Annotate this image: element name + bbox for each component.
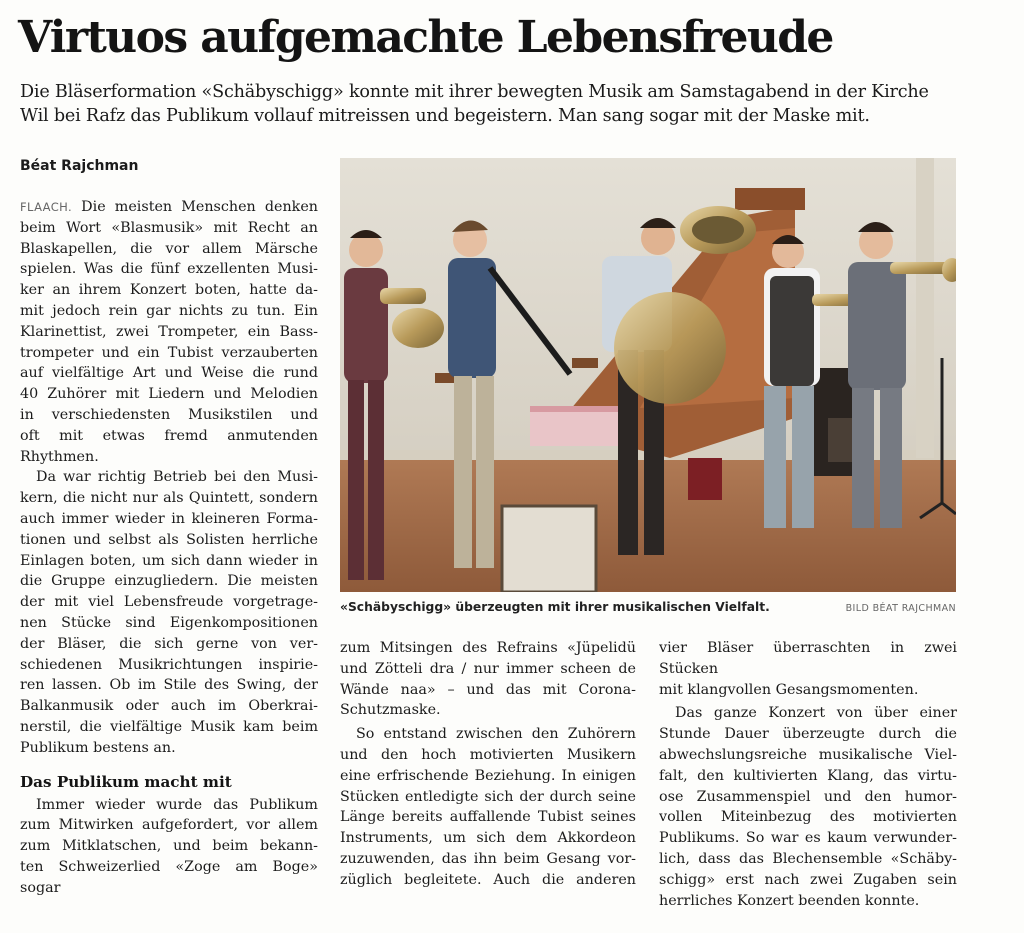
text-line: Das ganze Konzert von über einer — [675, 705, 957, 722]
text-line: Klarinettist, zwei Trompeter, ein Bass- — [20, 323, 318, 340]
text-line: tionen und selbst als Solisten herrliche — [20, 531, 318, 548]
text-line: Länge bereits auffallende Tubist seines — [340, 809, 636, 826]
text-line: nerstil, die vielfältige Musik kam beim — [20, 718, 318, 735]
text-line: nen Stücke sind Eigenkompositionen — [20, 614, 318, 631]
photo-caption: «Schäbyschigg» überzeugten mit ihrer musikalischen Vielfalt. — [340, 600, 770, 614]
text-line: Schutzmaske. — [340, 702, 441, 719]
text-line: herrliches Konzert beenden konnte. — [659, 892, 920, 909]
text-column-2 — [340, 638, 636, 891]
text-line: ose Zusammenspiel und den humor- — [659, 788, 957, 805]
text-line: falt, den kultivierten Klang, das virtu- — [659, 767, 957, 784]
headline: Virtuos aufgemachte Lebensfreude — [18, 12, 833, 63]
text-line: So entstand zwischen den Zuhörern — [356, 726, 636, 743]
text-line: zum Mitklatschen, und beim bekann- — [20, 838, 318, 855]
text-line: zum Mitwirken aufgefordert, vor allem — [20, 817, 318, 834]
lead-paragraph — [20, 80, 960, 128]
text-line: Rhythmen. — [20, 448, 99, 465]
text-line: mit klangvollen Gesangsmomenten. — [659, 681, 919, 698]
text-line: der Bläser, die sich gerne von ver- — [20, 635, 318, 652]
paragraph-1 — [20, 197, 318, 467]
text-column-1 — [20, 197, 318, 899]
band-photo-illustration — [340, 158, 956, 592]
text-line: Blaskapellen, die vor allem Märsche — [20, 240, 318, 257]
text-line: Publikums. So war es kaum verwunder- — [659, 830, 957, 847]
text-line: ten Schweizerlied «Zoge am Boge» sogar — [20, 858, 318, 896]
text-line: mit jedoch rein gar nichts zu tun. Ein — [20, 302, 318, 319]
text-line: zum Mitsingen des Refrains «Jüpelidü — [340, 640, 636, 656]
text-column-3 — [659, 638, 957, 911]
paragraph-6 — [659, 638, 957, 700]
text-line: oft mit etwas fremd anmutenden — [20, 427, 318, 444]
lead-line: Die Bläserformation «Schäbyschigg» konnte mit ihrer bewegten Musik am Samstagabend in der Kirche — [20, 82, 929, 102]
text-line: vier Bläser überraschten in zwei Stücken — [659, 640, 957, 677]
text-line: Einlagen boten, um sich dann wieder in — [20, 552, 318, 569]
text-line: eine erfrischende Beziehung. In einigen — [340, 767, 636, 784]
subheading: Das Publikum macht mit — [20, 772, 232, 791]
paragraph-4 — [340, 638, 636, 721]
text-line: trompeter und ein Tubist verzauberten — [20, 344, 318, 361]
text-line: schigg» erst nach zwei Zugaben sein — [659, 871, 957, 888]
paragraph-5 — [340, 724, 636, 890]
text-line: ker an ihrem Konzert boten, hatte da- — [20, 282, 318, 299]
text-line: auch immer wieder in kleineren Forma- — [20, 510, 318, 527]
text-line: der mit viel Lebensfreude vorgetrage- — [20, 594, 318, 611]
photo-credit: BILD BÉAT RAJCHMAN — [845, 603, 956, 614]
text-line: ren lassen. Ob im Stile des Swing, der — [20, 677, 318, 694]
concert-photo — [340, 158, 956, 592]
text-line: Wände naa» – und das mit Corona- — [340, 681, 636, 698]
text-line: schiedenen Musikrichtungen inspirie- — [20, 656, 318, 673]
author-byline: Béat Rajchman — [20, 158, 139, 174]
text-line: Immer wieder wurde das Publikum — [36, 796, 318, 813]
text-line: lich, dass das Blechensemble «Schäby- — [659, 850, 957, 867]
lead-line: Wil bei Rafz das Publikum vollauf mitreissen und begeistern. Man sang sogar mit der Maske mit. — [20, 106, 870, 126]
text-line: auf vielfältige Art und Weise die rund — [20, 365, 318, 382]
text-line: zuzuwenden, das ihn beim Gesang vor- — [340, 850, 636, 867]
text-line: abwechslungsreiche musikalische Viel- — [659, 746, 957, 763]
text-line: züglich begleitete. Auch die anderen — [340, 871, 636, 888]
text-line: 40 Zuhörer mit Liedern und Melodien — [20, 386, 318, 403]
text-fragment: Die meisten Menschen denken — [72, 199, 318, 215]
text-line: Stücken entledigte sich der durch seine — [340, 788, 636, 805]
text-line: Instruments, um sich dem Akkordeon — [340, 830, 636, 847]
text-line: vollen Miteinbezug des motivierten — [659, 809, 957, 826]
text-line: und Zötteli dra / nur immer scheen de — [340, 660, 636, 677]
text-line: in verschiedensten Musikstilen und — [20, 406, 318, 423]
text-line: und den hoch motivierten Musikern — [340, 746, 636, 763]
text-line: Publikum bestens an. — [20, 739, 176, 756]
dateline: FLAACH. — [20, 200, 73, 214]
text-line: beim Wort «Blasmusik» mit Recht an — [20, 219, 318, 236]
paragraph-3 — [20, 795, 318, 899]
text-line: Stunde Dauer überzeugte durch die — [659, 726, 957, 743]
text-line: Balkanmusik oder auch im Oberkrai- — [20, 698, 318, 715]
paragraph-7 — [659, 703, 957, 911]
text-line: Da war richtig Betrieb bei den Musi- — [36, 469, 318, 486]
text-line: spielen. Was die fünf exzellenten Musi- — [20, 261, 318, 278]
text-line — [20, 197, 318, 218]
paragraph-2 — [20, 467, 318, 758]
text-line: die Gruppe einzugliedern. Die meisten — [20, 573, 318, 590]
text-line: kern, die nicht nur als Quintett, sondern — [20, 490, 318, 507]
